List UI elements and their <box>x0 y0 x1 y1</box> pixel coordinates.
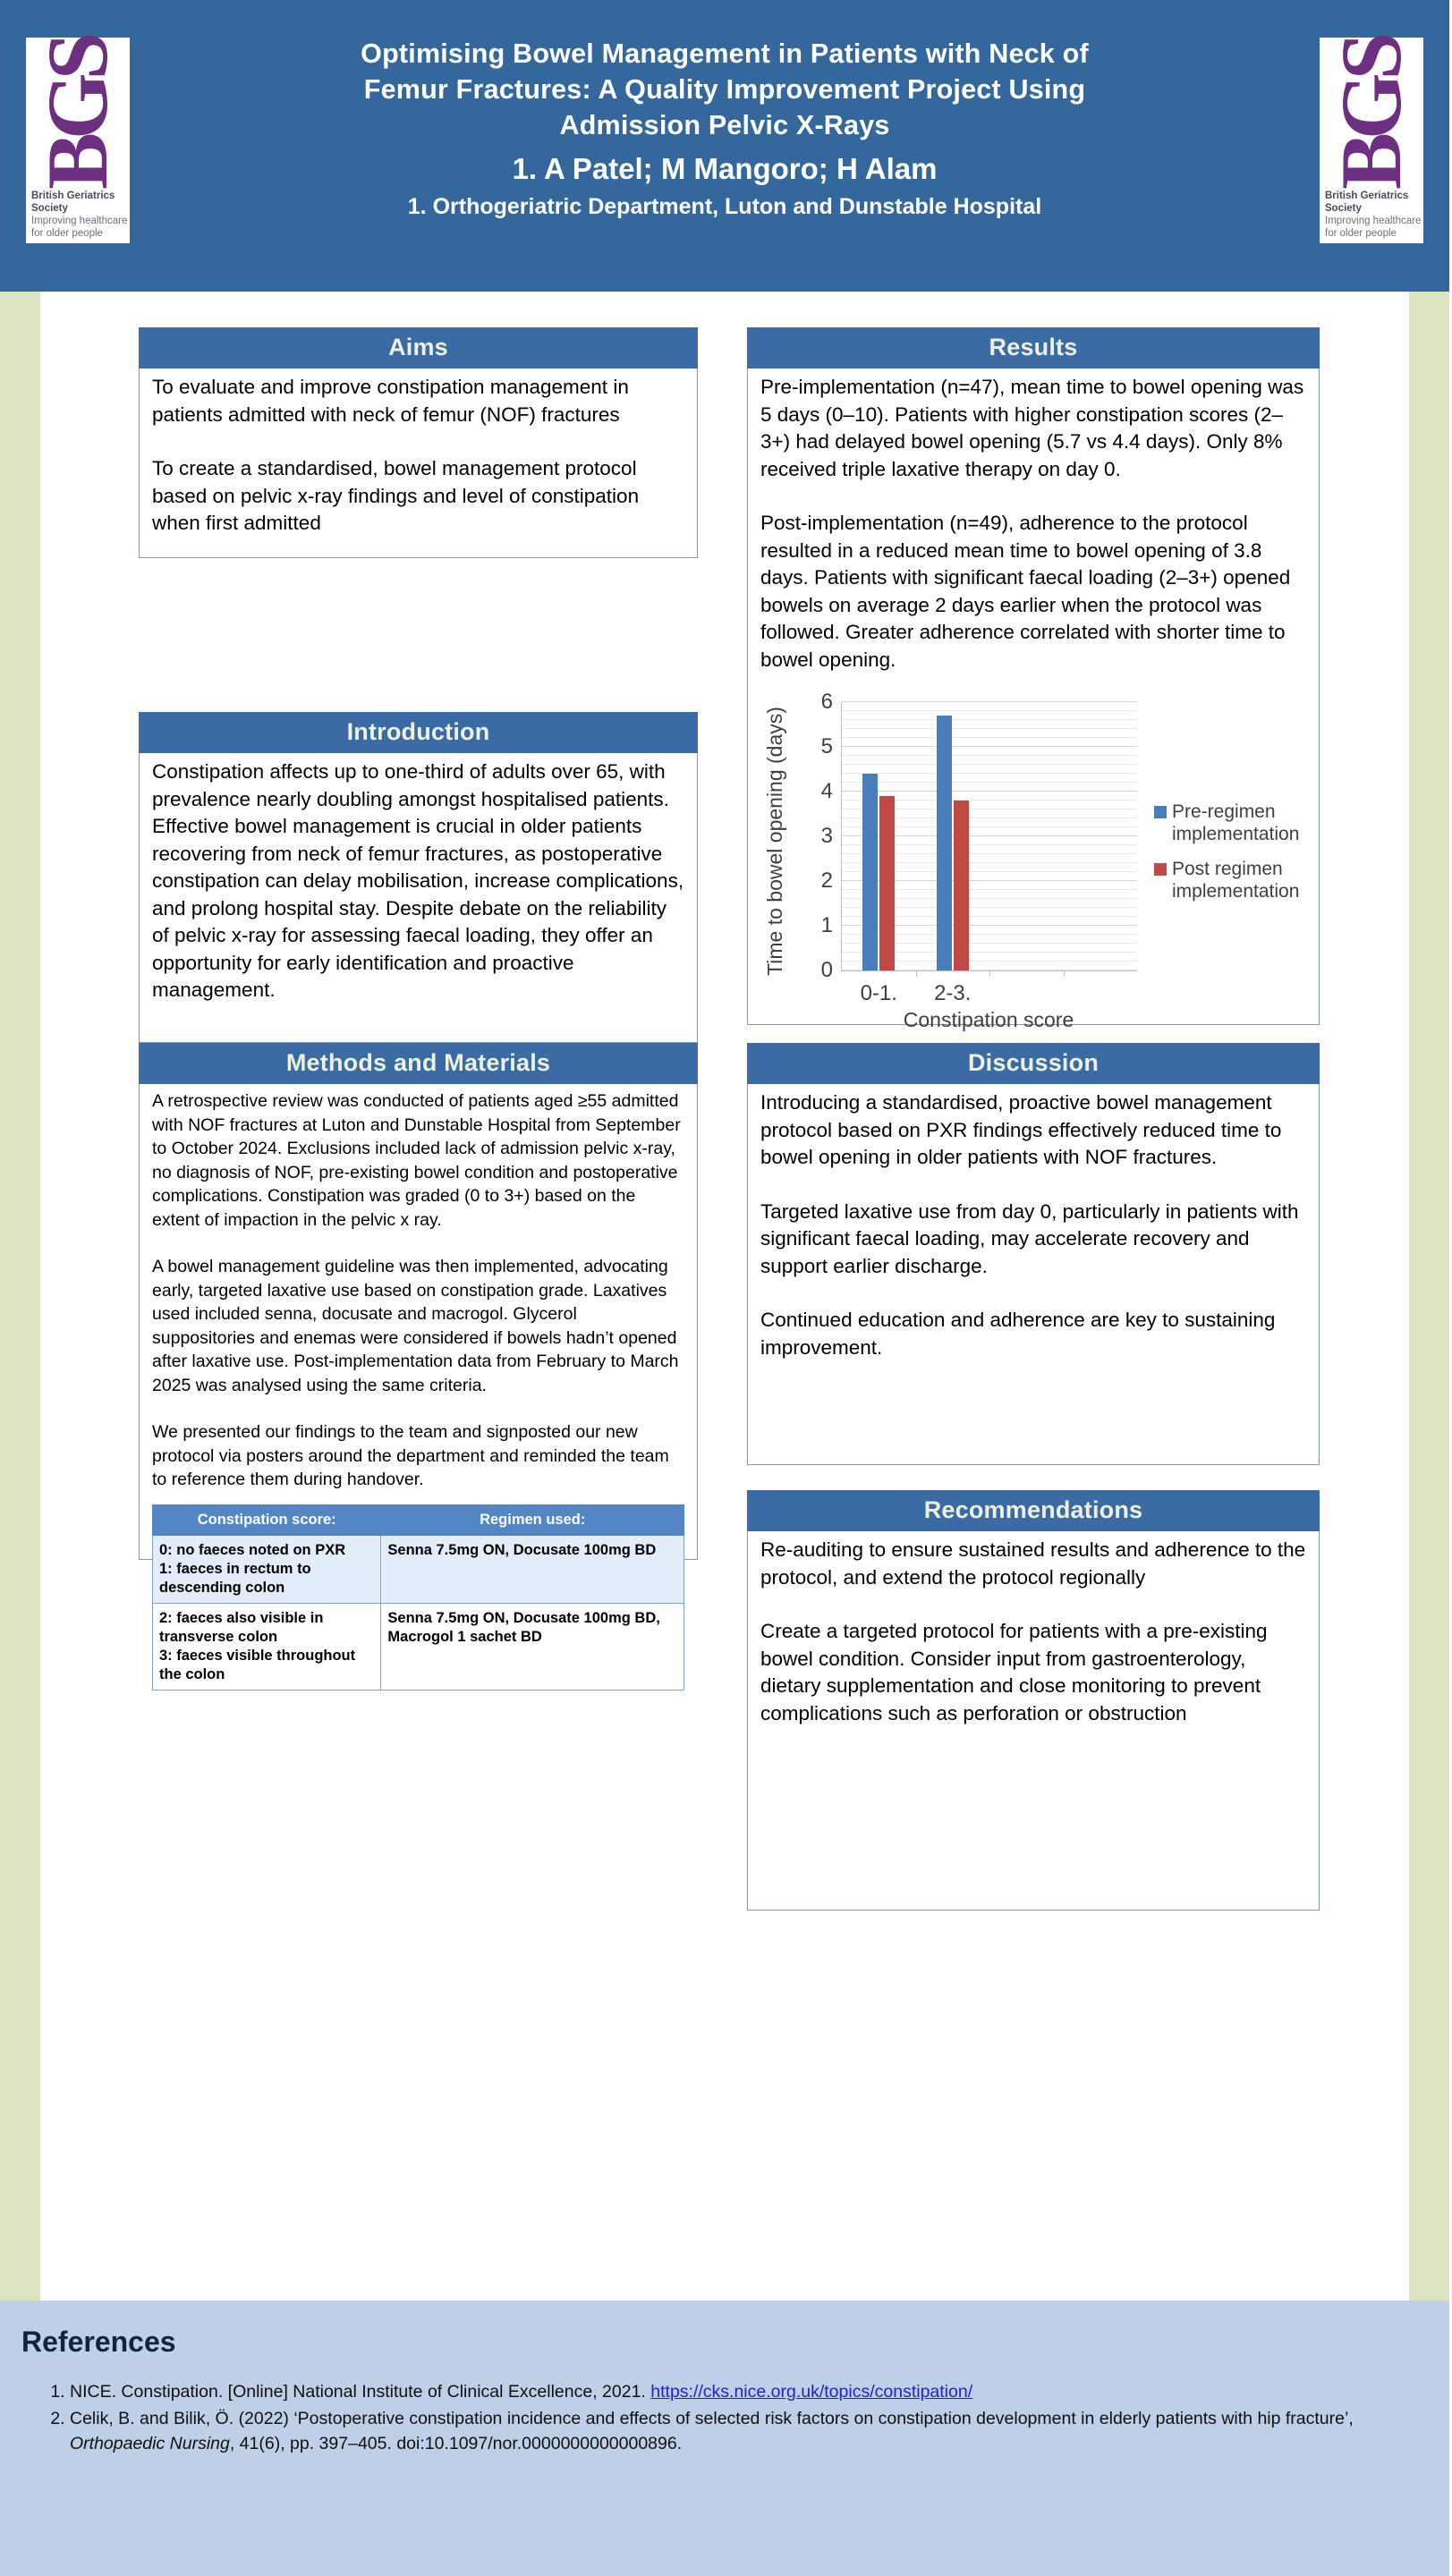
panel-body-discussion <box>747 1084 1320 1465</box>
recommendations-paragraph-2: Create a targeted protocol for patients with a pre-existing bowel condition. Consider input from gastroenterology, dietary supplementation and close monitoring to prevent complications such as perforation or obstruction <box>760 1620 1268 1724</box>
chart-gridline-major <box>842 746 1137 747</box>
chart-gridline-major <box>842 791 1137 792</box>
panel-body-results <box>747 369 1320 1031</box>
panel-heading-aims: Aims <box>139 327 698 369</box>
panel-results <box>747 327 1320 1031</box>
panel-heading-recommendations: Recommendations <box>747 1490 1320 1531</box>
chart-y-axis-label <box>759 693 791 988</box>
chart-gridline-minor <box>842 728 1137 729</box>
panel-aims <box>139 327 698 558</box>
poster-affiliation: 1. Orthogeriatric Department, Luton and Dunstable Hospital <box>407 194 1042 219</box>
poster-title-line-1: Optimising Bowel Management in Patients with Neck of <box>361 38 1089 69</box>
chart-bar <box>862 774 878 970</box>
methods-paragraph-2: A bowel management guideline was then implemented, advocating early, targeted laxative use based on constipation grade. Laxatives used included senna, docusate and macrogol. Glycerol suppositories and enemas were considered if bowels hadn’t opened after laxative use. Post-implementation data from February to March 2025 was analysed using the same criteria. <box>152 1257 679 1395</box>
aims-paragraph-2: To create a standardised, bowel management protocol based on pelvic x-ray findings and level of constipation when first admitted <box>152 457 640 534</box>
chart-y-tick-label: 4 <box>820 779 833 803</box>
panel-heading-discussion: Discussion <box>747 1043 1320 1084</box>
bgs-logo-right <box>1320 38 1423 243</box>
list-item <box>70 2406 1452 2456</box>
chart-plot-area <box>820 690 1137 1005</box>
chart-x-tick-mark <box>1064 970 1065 977</box>
list-item <box>70 2379 1452 2404</box>
poster-title-line-3: Admission Pelvic X-Rays <box>559 110 890 140</box>
chart-gridline-minor <box>842 737 1137 738</box>
table-cell-regimen: Senna 7.5mg ON, Docusate 100mg BD, Macrogol 1 sachet BD <box>381 1603 684 1690</box>
discussion-paragraph-2: Targeted laxative use from day 0, particularly in patients with significant faecal loading, may accelerate recovery and support earlier discharge. <box>760 1199 1299 1277</box>
references-section <box>0 2301 1449 2576</box>
chart-bar <box>879 796 895 970</box>
bgs-monogram-icon <box>26 38 130 191</box>
panel-heading-methods: Methods and Materials <box>139 1043 698 1084</box>
chart-gridline-minor <box>842 764 1137 765</box>
table-header-regimen: Regimen used: <box>381 1504 684 1535</box>
panel-discussion <box>747 1043 1320 1465</box>
bgs-logo-line2: Improving healthcare <box>31 216 128 226</box>
chart-x-tick-label: 2-3. <box>934 981 972 1005</box>
chart-bar <box>937 716 952 970</box>
bgs-logo-line3: for older people <box>31 228 103 239</box>
chart-gridline-minor <box>842 719 1137 720</box>
bgs-logo-left <box>26 38 130 243</box>
chart-y-tick-label: 0 <box>820 958 833 982</box>
table-header-score: Constipation score: <box>153 1504 381 1535</box>
panel-body-recommendations <box>747 1531 1320 1911</box>
chart-y-tick-label: 6 <box>820 690 833 714</box>
reference-2-journal: Orthopaedic Nursing <box>70 2434 230 2453</box>
reference-1-link[interactable]: https://cks.nice.org.uk/topics/constipation/ <box>650 2382 973 2402</box>
chart-legend-item <box>1154 801 1315 845</box>
bgs-logo-caption <box>31 190 132 240</box>
reference-2-text-after: , 41(6), pp. 397–405. doi:10.1097/nor.0000000000000896. <box>229 2434 683 2453</box>
reference-2-text-before: Celik, B. and Bilik, Ö. (2022) ‘Postoperative constipation incidence and effects of selected risk factors on constipation development in elderly patients with hip fracture’, <box>70 2409 1354 2428</box>
chart-y-tick-label: 3 <box>820 824 833 848</box>
table-header-row <box>153 1504 684 1535</box>
discussion-paragraph-1: Introducing a standardised, proactive bowel management protocol based on PXR findings effectively reduced time to bowel opening in older patients with NOF fractures. <box>760 1091 1282 1168</box>
chart-y-axis-label-text: Time to bowel opening (days) <box>762 706 786 976</box>
chart-legend-label: Pre-regimen implementation <box>1172 801 1300 844</box>
chart-gridline-minor <box>842 710 1137 711</box>
poster-body <box>40 292 1409 2301</box>
chart-x-axis-label: Constipation score <box>903 1008 1074 1031</box>
bgs-logo-line1: British Geriatrics Society <box>31 191 115 214</box>
table-row <box>153 1603 684 1690</box>
bgs-monogram-text: BGS <box>30 38 125 191</box>
chart-gridline-minor <box>842 782 1137 783</box>
panel-body-methods <box>139 1084 698 1682</box>
results-paragraph-2: Post-implementation (n=49), adherence to the protocol resulted in a reduced mean time to bowel opening of 3.8 days. Patients with significant faecal loading (2–3+) opened bowels on average 2 days earlier when the protocol was followed. Greater adherence correlated with shorter time to bowel opening. <box>760 512 1291 671</box>
table-cell-score: 2: faeces also visible in transverse colon 3: faeces visible throughout the colon <box>153 1603 381 1690</box>
methods-paragraph-3: We presented our findings to the team and signposted our new protocol via posters around the department and reminded the team to reference them during handover. <box>152 1422 669 1489</box>
chart-legend-swatch <box>1154 806 1167 818</box>
bowel-opening-bar-chart <box>760 690 1306 1038</box>
aims-paragraph-1: To evaluate and improve constipation management in patients admitted with neck of femur (NOF) fractures <box>152 376 629 426</box>
panel-body-aims <box>139 369 698 558</box>
panel-introduction <box>139 712 698 1043</box>
bgs-logo-line1: British Geriatrics Society <box>1325 191 1409 214</box>
chart-x-tick-mark <box>989 970 990 977</box>
reference-1-text: NICE. Constipation. [Online] National Institute of Clinical Excellence, 2021. <box>70 2382 651 2402</box>
chart-gridline-minor <box>842 773 1137 774</box>
chart-legend <box>1154 801 1315 915</box>
chart-x-tick-mark <box>916 970 917 977</box>
decorative-strip-right <box>1409 292 1449 2576</box>
table-cell-score: 0: no faeces noted on PXR 1: faeces in rectum to descending colon <box>153 1535 381 1603</box>
introduction-paragraph-1: Constipation affects up to one-third of adults over 65, with prevalence nearly doubling amongst hospitalised patients. Effective bowel management is crucial in older patients recovering from neck of femur fractures, as postoperative constipation can delay mobilisation, increase complications, and prolong hospital stay. Despite debate on the reliability of pelvic x-ray for assessing faecal loading, they offer an opportunity for early identification and proactive management. <box>152 760 684 1001</box>
panel-heading-results: Results <box>747 327 1320 369</box>
recommendations-paragraph-1: Re-auditing to ensure sustained results and adherence to the protocol, and extend the protocol regionally <box>760 1538 1306 1589</box>
chart-gridline-major <box>842 701 1137 702</box>
poster-header <box>0 0 1449 292</box>
poster-title-block <box>242 36 1208 222</box>
methods-paragraph-1: A retrospective review was conducted of patients aged ≥55 admitted with NOF fractures at Luton and Dunstable Hospital from September to October 2024. Exclusions included lack of admission pelvic x-ray, no diagnosis of NOF, pre-existing bowel condition and postoperative complications. Constipation was graded (0 to 3+) based on the extent of impaction in the pelvic x ray. <box>152 1091 681 1230</box>
poster-title-line-2: Femur Fractures: A Quality Improvement Project Using <box>363 74 1086 105</box>
bgs-monogram-text: BGS <box>1323 38 1419 191</box>
panel-methods <box>139 1043 698 1682</box>
panel-heading-introduction: Introduction <box>139 712 698 753</box>
chart-y-tick-label: 2 <box>820 869 833 893</box>
table-row <box>153 1535 684 1603</box>
chart-legend-label: Post regimen implementation <box>1172 859 1300 902</box>
chart-x-tick-label: 0-1. <box>860 981 897 1005</box>
bgs-monogram-icon <box>1320 38 1423 191</box>
chart-legend-item <box>1154 858 1315 902</box>
chart-legend-swatch <box>1154 863 1167 876</box>
panel-body-introduction <box>139 753 698 1043</box>
poster-authors: 1. A Patel; M Mangoro; H Alam <box>512 152 938 185</box>
bgs-logo-caption <box>1325 190 1425 240</box>
chart-bar <box>954 801 969 970</box>
panel-recommendations <box>747 1490 1320 1911</box>
table-cell-regimen: Senna 7.5mg ON, Docusate 100mg BD <box>381 1535 684 1603</box>
regimen-table <box>152 1504 684 1690</box>
references-list <box>27 2379 1452 2458</box>
chart-gridline-minor <box>842 755 1137 756</box>
chart-y-tick-label: 1 <box>820 913 833 937</box>
discussion-paragraph-3: Continued education and adherence are key to sustaining improvement. <box>760 1309 1276 1359</box>
chart-y-tick-label: 5 <box>820 734 833 758</box>
references-heading: References <box>21 2326 176 2358</box>
bgs-logo-line3: for older people <box>1325 228 1397 239</box>
bgs-logo-line2: Improving healthcare <box>1325 216 1422 226</box>
decorative-strip-left <box>0 292 40 2576</box>
results-paragraph-1: Pre-implementation (n=47), mean time to bowel opening was 5 days (0–10). Patients with higher constipation scores (2–3+) had delayed bowel opening (5.7 vs 4.4 days). Only 8% received triple laxative therapy on day 0. <box>760 376 1304 480</box>
